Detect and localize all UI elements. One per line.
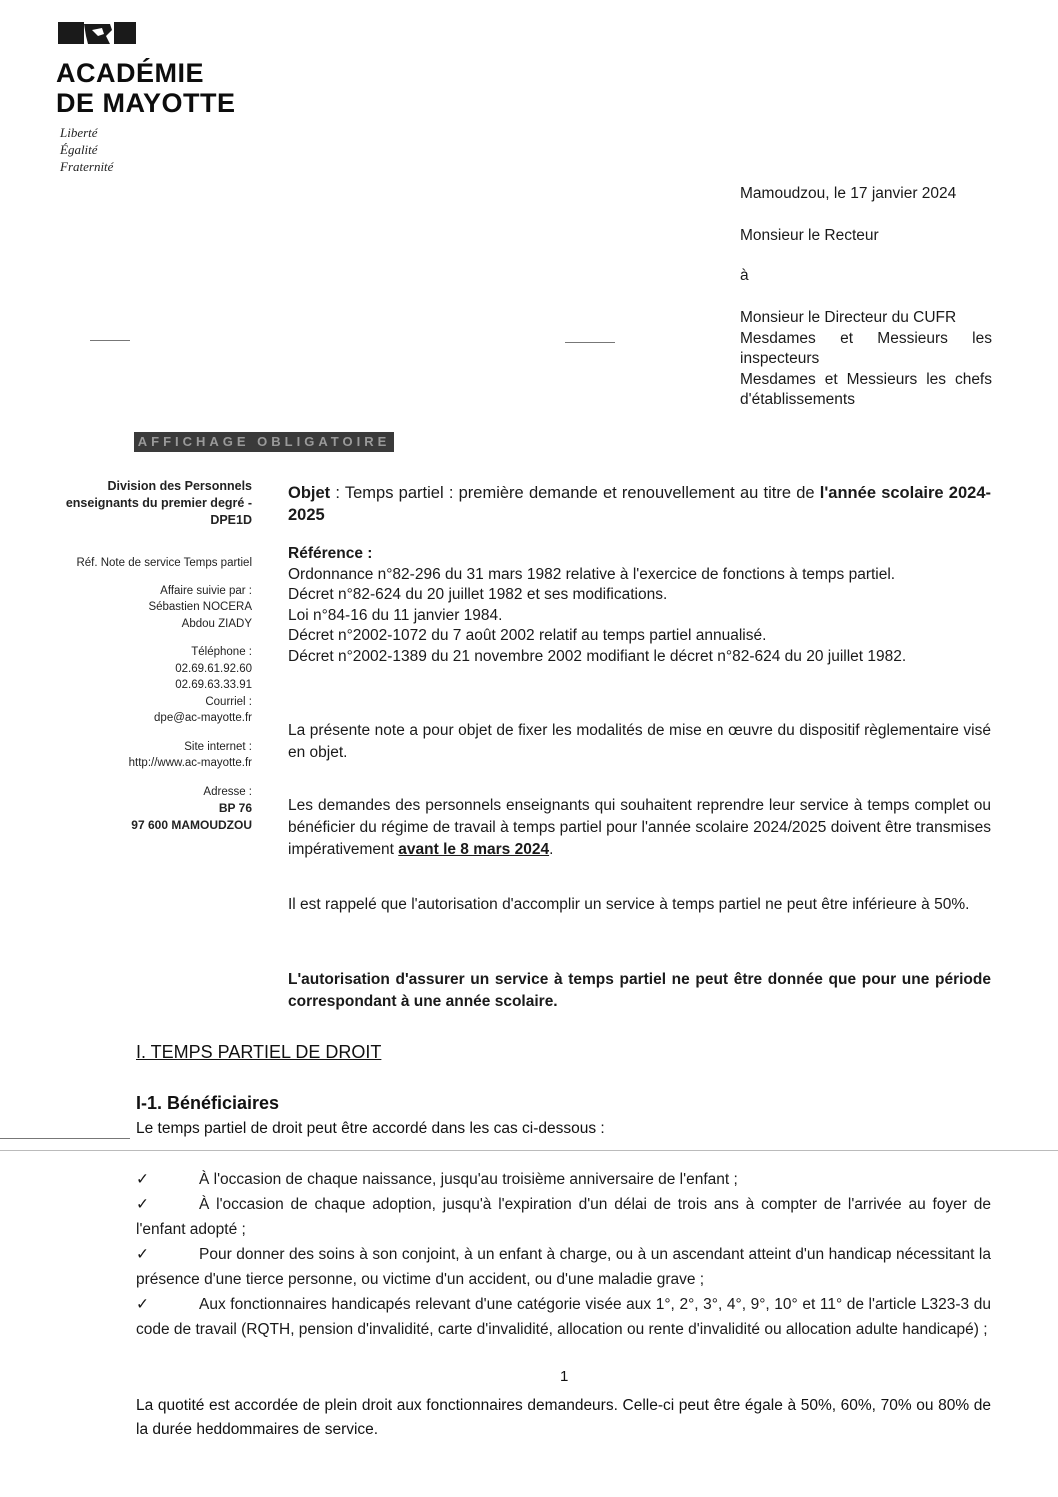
beneficiaries-list bbox=[136, 1167, 991, 1342]
check-icon: ✓ bbox=[136, 1246, 149, 1263]
reference-item: Loi n°84-16 du 11 janvier 1984. bbox=[288, 606, 503, 624]
place-date: Mamoudzou, le 17 janvier 2024 bbox=[740, 185, 957, 202]
to-word: à bbox=[740, 267, 749, 284]
phone-label: Téléphone : bbox=[191, 646, 252, 658]
references-title: Référence : bbox=[288, 545, 373, 562]
affaire-label: Affaire suivie par : bbox=[160, 584, 252, 597]
note-reference: Réf. Note de service Temps partiel bbox=[76, 557, 252, 569]
phone-number-1: 02.69.61.92.60 bbox=[175, 662, 252, 675]
deadline-text: Les demandes des personnels enseignants qui souhaitent reprendre leur service à temps complet ou bénéficier du régime de travail à temps partiel pour l'année scolaire 2024/2025 doivent être transmises impérativement bbox=[288, 797, 991, 858]
list-item-text: À l'occasion de chaque adoption, jusqu'à l'expiration d'un délai de trois ans à compter de l'arrivée au foyer de l'enfant adopté ; bbox=[136, 1196, 991, 1238]
address-label: Adresse : bbox=[203, 785, 252, 798]
website-label: Site internet : bbox=[184, 740, 252, 753]
recipients bbox=[740, 308, 992, 411]
division-line3: DPE1D bbox=[210, 513, 252, 527]
list-item bbox=[136, 1192, 991, 1242]
paragraph-quotite: La quotité est accordée de plein droit aux fonctionnaires demandeurs. Celle-ci peut être égale à 50%, 60%, 70% ou 80% de la durée heddommaires de service. bbox=[136, 1397, 991, 1438]
academy-line1: ACADÉMIE bbox=[56, 58, 205, 88]
academy-line2: DE MAYOTTE bbox=[56, 88, 236, 118]
reference-item: Décret n°2002-1389 du 21 novembre 2002 modifiant le décret n°82-624 du 20 juillet 1982. bbox=[288, 647, 907, 665]
email-address: dpe@ac-mayotte.fr bbox=[154, 712, 252, 724]
paragraph-authorization: L'autorisation d'assurer un service à temps partiel ne peut être donnée que pour une période correspondant à une année scolaire. bbox=[288, 971, 991, 1010]
section-intro: Le temps partiel de droit peut être accordé dans les cas ci-dessous : bbox=[136, 1120, 605, 1137]
check-icon: ✓ bbox=[136, 1171, 149, 1188]
reference-item: Ordonnance n°82-296 du 31 mars 1982 relative à l'exercice de fonctions à temps partiel. bbox=[288, 565, 896, 583]
website-url: http://www.ac-mayotte.fr bbox=[128, 757, 252, 769]
sidebar bbox=[20, 478, 252, 834]
subject bbox=[288, 482, 991, 526]
sender: Monsieur le Recteur bbox=[740, 227, 879, 244]
affaire-name-2: Abdou ZIADY bbox=[181, 617, 252, 630]
republic-motto bbox=[60, 124, 113, 175]
reference-item: Décret n°82-624 du 20 juillet 1982 et ses modifications. bbox=[288, 586, 668, 603]
list-item-text: Pour donner des soins à son conjoint, à un enfant à charge, ou à un ascendant atteint d'un handicap nécessitant la présence d'une tierce personne, ou victime d'un accident, ou d'une maladie grave ; bbox=[136, 1246, 991, 1288]
academy-name bbox=[56, 58, 236, 118]
scan-speck bbox=[90, 340, 130, 341]
deadline-date: avant le 8 mars 2024 bbox=[398, 841, 550, 858]
check-icon: ✓ bbox=[136, 1196, 149, 1213]
paragraph-purpose: La présente note a pour objet de fixer les modalités de mise en œuvre du dispositif règlementaire visé en objet. bbox=[288, 722, 991, 761]
page-number: 1 bbox=[560, 1368, 569, 1385]
email-label: Courriel : bbox=[205, 695, 252, 708]
subject-school-year: l'année scolaire 2024-2025 bbox=[288, 484, 991, 524]
address-line-1: BP 76 bbox=[218, 801, 252, 815]
division-line1: Division des Personnels bbox=[107, 479, 252, 493]
division-line2: enseignants du premier degré - bbox=[65, 496, 252, 510]
motto-egalite: Égalité bbox=[60, 142, 98, 157]
motto-liberte: Liberté bbox=[60, 125, 98, 140]
affaire-name-1: Sébastien NOCERA bbox=[148, 601, 252, 613]
list-item bbox=[136, 1167, 991, 1192]
list-item-text: À l'occasion de chaque naissance, jusqu'au troisième anniversaire de l'enfant ; bbox=[199, 1171, 738, 1188]
section-title: I. TEMPS PARTIEL DE DROIT bbox=[136, 1042, 382, 1062]
list-item-text: Aux fonctionnaires handicapés relevant d'une catégorie visée aux 1°, 2°, 3°, 4°, 9°, 10° et 11° de l'article L323-3 du code de travail (RQTH, pension d'invalidité, carte d'invalidité, allocation ou rente d'invalidité ou allocation adulte handicapé) ; bbox=[136, 1296, 991, 1338]
recipient-cufr: Monsieur le Directeur du CUFR bbox=[740, 309, 957, 326]
marianne-logo-icon bbox=[58, 22, 138, 50]
mandatory-posting-stamp: AFFICHAGE OBLIGATOIRE bbox=[134, 432, 394, 452]
check-icon: ✓ bbox=[136, 1296, 149, 1313]
references bbox=[288, 544, 991, 667]
scan-speck bbox=[0, 1150, 1058, 1151]
recipient-chefs: Mesdames et Messieurs les chefs d'établissements bbox=[740, 370, 992, 408]
subject-text: : Temps partiel : première demande et renouvellement au titre de bbox=[330, 484, 820, 502]
paragraph-minimum: Il est rappelé que l'autorisation d'accomplir un service à temps partiel ne peut être inférieure à 50%. bbox=[288, 896, 970, 913]
deadline-period: . bbox=[549, 841, 554, 858]
list-item bbox=[136, 1242, 991, 1292]
phone-number-2: 02.69.63.33.91 bbox=[175, 679, 252, 691]
reference-item: Décret n°2002-1072 du 7 août 2002 relatif au temps partiel annualisé. bbox=[288, 627, 767, 644]
scan-speck bbox=[0, 1138, 130, 1139]
subsection-title: I-1. Bénéficiaires bbox=[136, 1093, 280, 1113]
recipient-inspecteurs: Mesdames et Messieurs les inspecteurs bbox=[740, 329, 992, 367]
address-line-2: 97 600 MAMOUDZOU bbox=[131, 818, 252, 832]
subject-label: Objet bbox=[288, 484, 331, 502]
paragraph-deadline bbox=[288, 795, 991, 861]
scan-speck bbox=[565, 342, 615, 343]
list-item bbox=[136, 1292, 991, 1342]
motto-fraternite: Fraternité bbox=[60, 159, 114, 174]
